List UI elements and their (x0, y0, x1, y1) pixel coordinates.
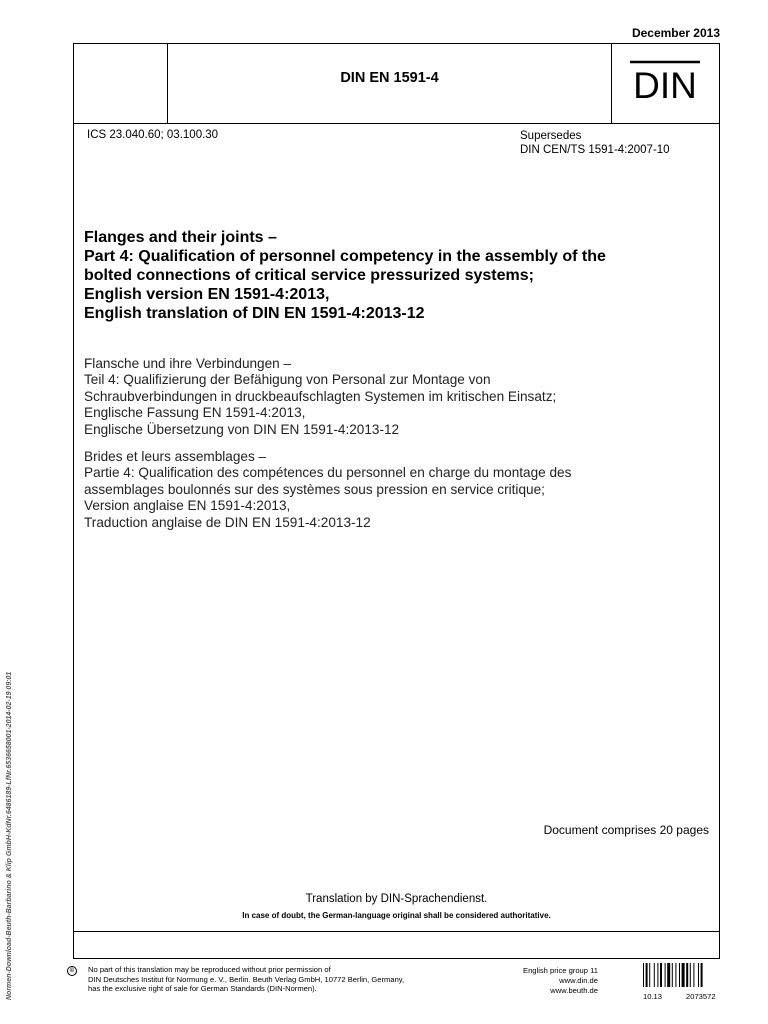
header-logo-cell (611, 44, 719, 123)
copyright-line: DIN Deutsches Institut für Normung e. V., Berlin. Beuth Verlag GmbH, 10772 Berlin, Germany, (88, 974, 405, 984)
issue-date: December 2013 (631, 26, 720, 40)
title-line: Traduction anglaise de DIN EN 1591-4:2013-12 (84, 514, 371, 530)
title-english (84, 228, 709, 323)
page-count: Document comprises 20 pages (543, 823, 709, 837)
title-line: Flansche und ihre Verbindungen – (84, 356, 292, 371)
authoritative-note: In case of doubt, the German-language original shall be considered authoritative. (242, 911, 551, 920)
website-din-link[interactable]: www.din.de (559, 976, 598, 985)
divider (74, 931, 719, 932)
price-group: English price group 11 (523, 966, 598, 975)
copyright-line: has the exclusive right of sale for German Standards (DIN-Normen). (88, 984, 317, 994)
title-line: English translation of DIN EN 1591-4:2013-12 (84, 305, 425, 322)
title-german (84, 356, 709, 438)
title-line: Version anglaise EN 1591-4:2013, (84, 498, 291, 514)
title-line: Brides et leurs assemblages – (84, 449, 267, 464)
title-line: assemblages boulonnés sur des systèmes sous pression en service critique; (84, 481, 545, 497)
copyright-icon: © (67, 966, 77, 976)
document-number: DIN EN 1591-4 (340, 70, 439, 86)
supersedes-label: Supersedes (520, 130, 582, 142)
header-row (74, 44, 719, 124)
title-line: Englische Übersetzung von DIN EN 1591-4:2013-12 (84, 421, 400, 437)
header-left-cell (74, 44, 168, 123)
din-logo-text: DIN (633, 65, 697, 102)
title-line: Schraubverbindungen in druckbeaufschlagten Systemen im kritischen Einsatz; (84, 388, 557, 404)
supersedes-value: DIN CEN/TS 1591-4:2007-10 (520, 144, 670, 156)
title-line: Part 4: Qualification of personnel competency in the assembly of the (84, 248, 606, 265)
title-line: Partie 4: Qualification des compétences du personnel en charge du montage des (84, 465, 572, 481)
din-logo-icon (630, 60, 700, 102)
price-block (470, 966, 598, 996)
title-line: bolted connections of critical service pressurized systems; (84, 267, 534, 284)
barcode-icon (643, 963, 721, 987)
edition-code: 10.13 (643, 992, 663, 1001)
copyright-line: No part of this translation may be reproduced without prior permission of (88, 965, 331, 974)
title-line: English version EN 1591-4:2013, (84, 286, 330, 303)
supersedes-block (520, 129, 670, 157)
cover-frame (73, 43, 720, 959)
translation-note: Translation by DIN-Sprachendienst. (305, 893, 488, 905)
copyright-notice (88, 965, 488, 994)
title-french (84, 449, 709, 531)
website-beuth-link[interactable]: www.beuth.de (550, 986, 598, 995)
title-line: Flanges and their joints – (84, 229, 277, 246)
ics-codes: ICS 23.040.60; 03.100.30 (87, 129, 219, 141)
download-watermark: Normen-Download-Beuth-Barbarino & Klip GmbH-KdNr.6486189-LfNr.6536658001-2014-02-19 09:01 (6, 671, 13, 1000)
title-line: Teil 4: Qualifizierung der Befähigung von Personal zur Montage von (84, 372, 491, 388)
title-line: Englische Fassung EN 1591-4:2013, (84, 405, 306, 421)
order-number: 2073572 (686, 992, 716, 1001)
